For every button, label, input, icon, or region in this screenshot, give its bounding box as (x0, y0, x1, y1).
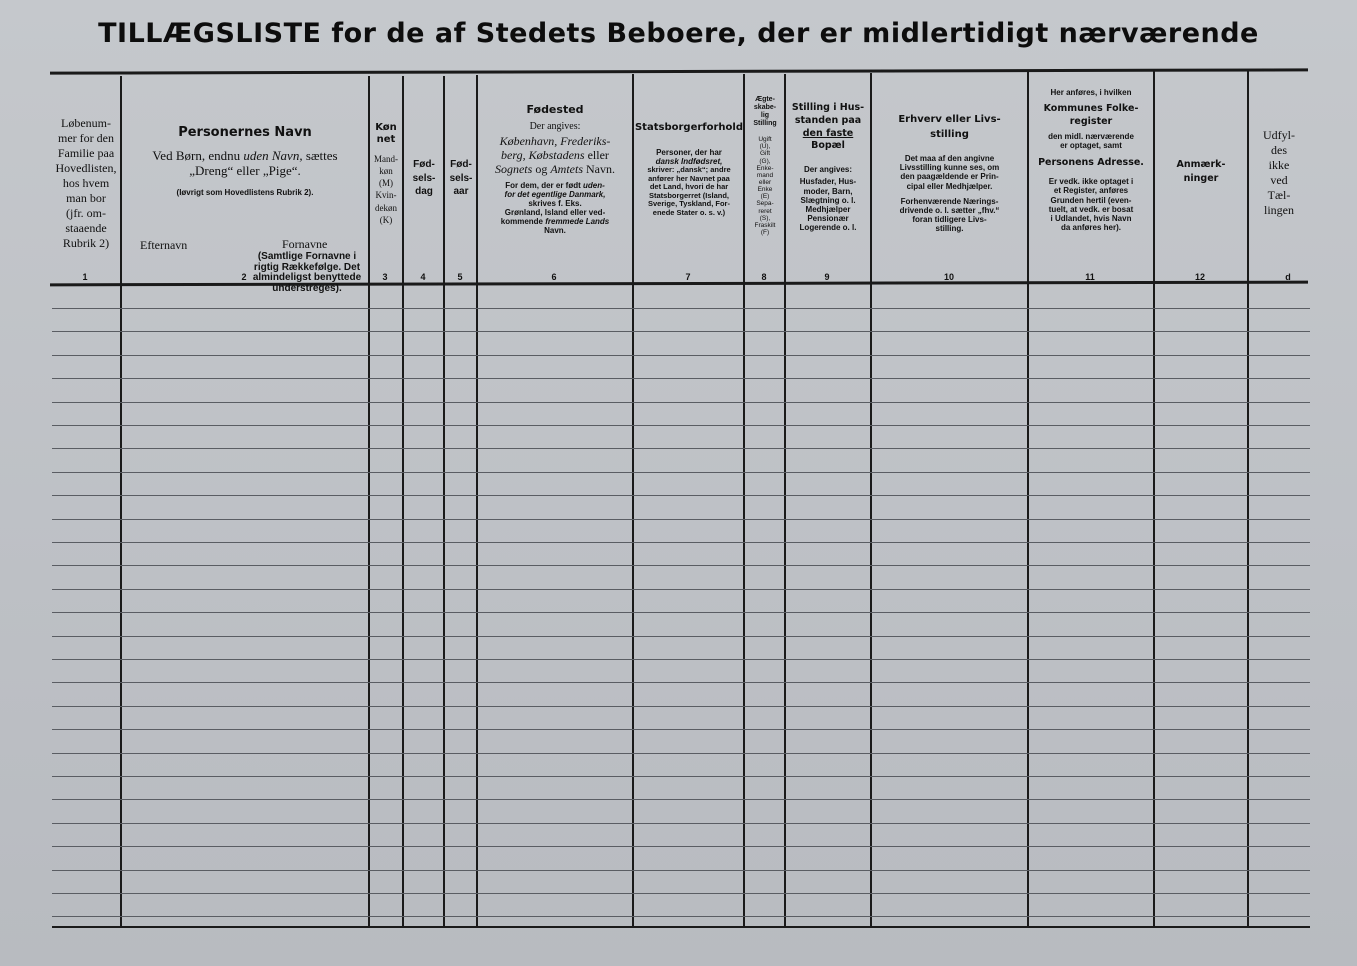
entry-row-line (52, 612, 1310, 613)
col-2-firstname-note: (Samtlige Fornavne i rigtig Rækkefølge. Det almindeligst benyttede understreges). (252, 251, 362, 294)
entry-row-line (52, 402, 1310, 403)
entry-row-line (52, 331, 1310, 332)
col-number-5: 5 (457, 272, 463, 282)
col-10-header: Erhverv eller Livs- stilling Det maa af den angivne Livsstilling kunne ses, om den paagældende er Prin- cipal eller Medhjælper. Forhenværende Nærings- drivende o. l. sætter „fhv.“ foran tidligere Livs- stilling. (898, 114, 1001, 234)
col-3-header: Kønnet Mand- køn (M) Kvin- dekøn (K) (374, 122, 398, 225)
divider-3 (402, 76, 404, 928)
col-2-surname-label: Efternavn (140, 238, 188, 252)
col-9-header: Stilling i Hus- standen paa den faste Bopæl Der angives: Husfader, Hus- moder, Barn, Slægtning o. l. Medhjælper Pensionær Logerende o. l. (791, 102, 865, 233)
bottom-rule (52, 926, 1310, 928)
entry-row-line (52, 729, 1310, 730)
entry-row-line (52, 823, 1310, 824)
col-1-header: Løbenum- mer for den Familie paa Hovedlisten, hos hvem man bor (jfr. om- staaende Rubrik 2) (55, 116, 117, 250)
entry-row-line (52, 753, 1310, 754)
form-title: TILLÆGSLISTE for de af Stedets Beboere, der er midlertidigt nærværende (98, 18, 1259, 49)
divider-12 (1247, 70, 1249, 926)
divider-4 (443, 76, 445, 928)
col-number-7: 7 (685, 272, 691, 282)
col-number-4: 4 (420, 272, 426, 282)
entry-row-line (52, 542, 1310, 543)
col-number-9: 9 (824, 272, 830, 282)
col-number-12: 12 (1194, 272, 1205, 282)
col-11-header: Her anføres, i hvilken Kommunes Folke- register den midl. nærværende er optaget, samt Personens Adresse. Er vedk. ikke optaget i et Register, anføres Grunden hertil (even- tuelt, at vedk. er bosat i Udlandet, hvis Navn da anføres her). (1038, 88, 1144, 233)
entry-row-line (52, 893, 1310, 894)
entry-row-line (52, 870, 1310, 871)
col-number-2: 2 (241, 272, 247, 282)
col-12-header: Anmærk- ninger (1176, 159, 1226, 185)
entry-row-line (52, 355, 1310, 356)
entry-row-line (52, 565, 1310, 566)
entry-row-line (52, 682, 1310, 683)
col-6-header: Fødested Der angives: København, Frederiks- berg, Købstadens eller Sognets og Amtets Navn. For dem, der er født uden- for det egentlige Danmark, skrives f. Eks. Grønland, Island eller ved- kommende fremmede Lands Navn. (494, 103, 615, 236)
col-2-firstname-label: Fornavne (282, 237, 328, 251)
col-4-header: Fød- sels- dag (412, 159, 436, 197)
col-8-header: Ægte- skabe- lig Stilling Ugift (U), Gift (G), Enke- mand eller Enke (E) Sepa- reret (S), Fraskilt (F) (753, 96, 777, 237)
top-rule (50, 68, 1308, 74)
entry-row-line (52, 916, 1310, 917)
entry-row-line (52, 425, 1310, 426)
entry-row-line (52, 448, 1310, 449)
entry-row-line (52, 776, 1310, 777)
entry-row-line (52, 308, 1310, 309)
entry-row-line (52, 706, 1310, 707)
col-number-8: 8 (761, 272, 767, 282)
entry-row-line (52, 659, 1310, 660)
col-5-header: Fød- sels- aar (449, 159, 473, 197)
col-number-6: 6 (551, 272, 557, 282)
col-number-11: 11 (1085, 272, 1095, 282)
entry-row-line (52, 495, 1310, 496)
entry-row-line (52, 799, 1310, 800)
entry-row-line (52, 378, 1310, 379)
entry-row-line (52, 846, 1310, 847)
col-number-1: 1 (82, 272, 88, 282)
col-number-10: 10 (943, 272, 954, 282)
entry-row-line (52, 589, 1310, 590)
col-2-header: Personernes Navn Ved Børn, endnu uden Navn, sættes „Dreng“ eller „Pige“. (Iøvrigt som Hovedlistens Rubrik 2). (152, 125, 338, 197)
col-d-header: Udfyl- des ikke ved Tæl- lingen (1263, 128, 1295, 217)
col-number-d: d (1285, 272, 1291, 282)
col-number-3: 3 (382, 272, 388, 282)
col-7-header: Statsborgerforhold Personer, der har dansk Indfødsret, skriver: „dansk“; andre anfører her Navnet paa det Land, hvori de har Statsborgerret (Island, Sverige, Tyskland, For- enede Stater o. s. v.) (634, 122, 744, 217)
entry-row-line (52, 472, 1310, 473)
entry-row-line (52, 519, 1310, 520)
entry-row-line (52, 636, 1310, 637)
